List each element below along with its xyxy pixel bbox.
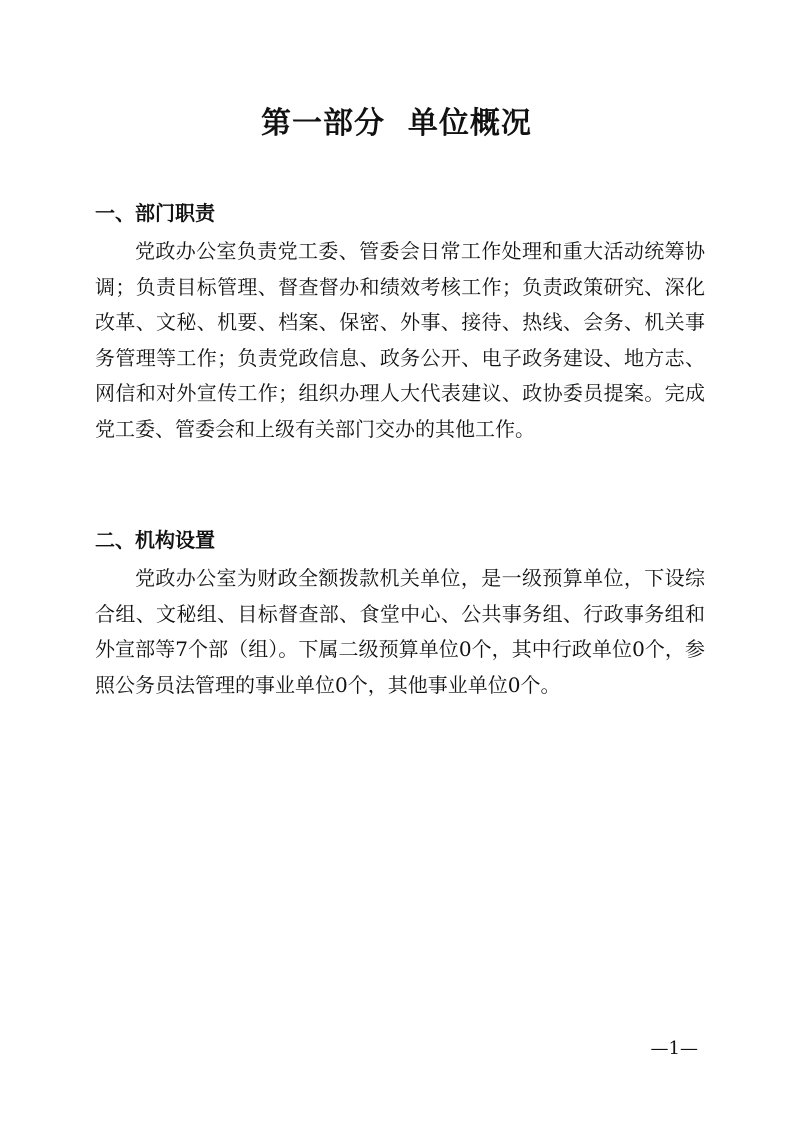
section-heading-duties: 一、部门职责: [95, 201, 215, 225]
page-title: 第一部分 单位概况: [261, 106, 532, 141]
section-paragraph-structure: 党政办公室为财政全额拨款机关单位，是一级预算单位，下设综合组、文秘组、目标督查部、食堂中心、公共事务组、行政事务组和外宣部等7个部（组）。下属二级预算单位0个，其中行政单位0个，参照公务员法管理的事业单位0个，其他事业单位0个。: [95, 566, 705, 697]
page-number: —1—: [650, 1038, 698, 1059]
section-department-duties: [95, 196, 705, 447]
section-organization-structure: [95, 523, 705, 703]
section-paragraph-duties: 党政办公室负责党工委、管委会日常工作处理和重大活动统筹协调；负责目标管理、督查督办和绩效考核工作；负责政策研究、深化改革、文秘、机要、档案、保密、外事、接待、热线、会务、机关事务管理等工作；负责党政信息、政务公开、电子政务建设、地方志、网信和对外宣传工作；组织办理人大代表建议、政协委员提案。完成党工委、管委会和上级有关部门交办的其他工作。: [95, 239, 705, 441]
section-heading-structure: 二、机构设置: [95, 528, 215, 552]
